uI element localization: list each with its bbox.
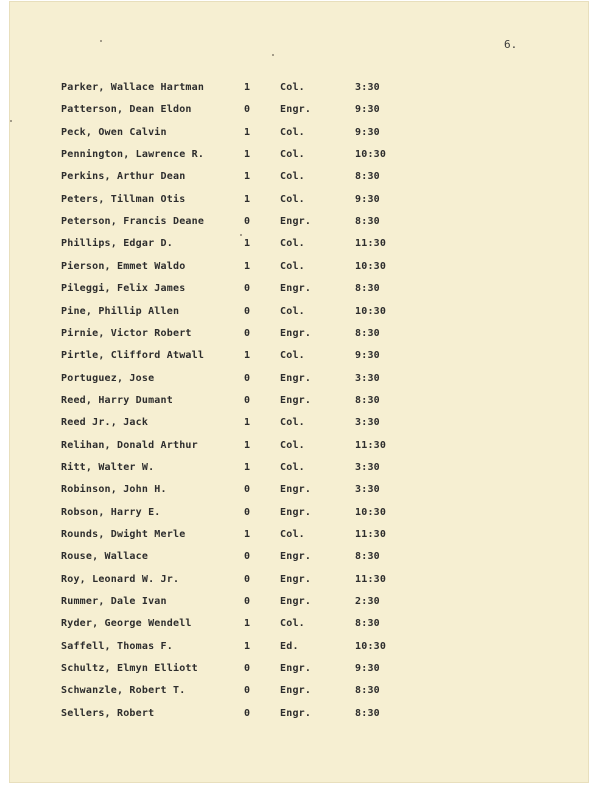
department: Col. <box>280 417 305 429</box>
time-slot: 10:30 <box>355 149 387 161</box>
time-slot: 8:30 <box>355 216 380 228</box>
paper-speck <box>272 54 274 56</box>
department: Engr. <box>280 484 312 496</box>
time-slot: 9:30 <box>355 126 380 138</box>
code-value: 0 <box>244 685 251 697</box>
roster-row <box>10 484 588 500</box>
student-name: Pirtle, Clifford Atwall <box>61 350 205 362</box>
time-slot: 10:30 <box>355 260 387 272</box>
roster-row <box>10 104 588 120</box>
code-value: 0 <box>244 372 251 384</box>
student-name: Reed, Harry Dumant <box>61 394 173 406</box>
student-name: Portuguez, Jose <box>61 372 155 384</box>
code-value: 0 <box>244 327 251 339</box>
code-value: 1 <box>244 171 251 183</box>
student-name: Patterson, Dean Eldon <box>61 104 192 116</box>
roster-row <box>10 216 588 232</box>
department: Engr. <box>280 596 312 608</box>
department: Col. <box>280 350 305 362</box>
time-slot: 3:30 <box>355 82 380 93</box>
roster-row <box>10 551 588 567</box>
department: Col. <box>280 171 305 183</box>
code-value: 0 <box>244 305 251 317</box>
department: Col. <box>280 82 305 93</box>
roster-row <box>10 618 588 634</box>
time-slot: 11:30 <box>355 439 387 451</box>
roster-row <box>10 596 588 612</box>
department: Engr. <box>280 104 312 116</box>
roster-row <box>10 417 588 433</box>
student-name: Ritt, Walter W. <box>61 461 155 473</box>
roster-row <box>10 306 588 322</box>
time-slot: 9:30 <box>355 193 380 205</box>
time-slot: 3:30 <box>355 417 380 429</box>
roster-row <box>10 574 588 590</box>
roster-row <box>10 685 588 701</box>
code-value: 0 <box>244 506 251 518</box>
department: Col. <box>280 149 305 161</box>
department: Col. <box>280 305 305 317</box>
department: Ed. <box>280 640 299 652</box>
roster-row <box>10 350 588 366</box>
code-value: 0 <box>244 283 251 295</box>
time-slot: 3:30 <box>355 484 380 496</box>
page-number: 6. <box>504 38 518 51</box>
department: Col. <box>280 238 305 250</box>
code-value: 0 <box>244 707 251 719</box>
paper-speck <box>100 40 102 42</box>
code-value: 1 <box>244 350 251 362</box>
student-name: Parker, Wallace Hartman <box>61 82 205 93</box>
student-name: Relihan, Donald Arthur <box>61 439 198 451</box>
code-value: 0 <box>244 596 251 608</box>
student-name: Pine, Phillip Allen <box>61 305 180 317</box>
student-name: Peterson, Francis Deane <box>61 216 205 228</box>
time-slot: 11:30 <box>355 573 387 585</box>
code-value: 1 <box>244 461 251 473</box>
student-name: Phillips, Edgar D. <box>61 238 173 250</box>
student-name: Schwanzle, Robert T. <box>61 685 186 697</box>
student-name: Peters, Tillman Otis <box>61 193 186 205</box>
code-value: 1 <box>244 260 251 272</box>
department: Engr. <box>280 551 312 563</box>
department: Col. <box>280 529 305 540</box>
time-slot: 10:30 <box>355 640 387 652</box>
roster-row <box>10 238 588 254</box>
roster-row <box>10 395 588 411</box>
department: Engr. <box>280 283 312 295</box>
roster-row <box>10 261 588 277</box>
department: Engr. <box>280 573 312 585</box>
roster-row <box>10 529 588 545</box>
roster-row <box>10 663 588 679</box>
student-name: Roy, Leonard W. Jr. <box>61 573 180 585</box>
code-value: 0 <box>244 484 251 496</box>
time-slot: 10:30 <box>355 506 387 518</box>
code-value: 1 <box>244 618 251 630</box>
student-name: Ryder, George Wendell <box>61 618 192 630</box>
student-name: Robson, Harry E. <box>61 506 161 518</box>
department: Col. <box>280 461 305 473</box>
roster-row <box>10 373 588 389</box>
roster-row <box>10 440 588 456</box>
student-name: Rummer, Dale Ivan <box>61 596 167 608</box>
code-value: 1 <box>244 149 251 161</box>
time-slot: 3:30 <box>355 372 380 384</box>
department: Engr. <box>280 216 312 228</box>
student-name: Reed Jr., Jack <box>61 417 149 429</box>
student-name: Rouse, Wallace <box>61 551 149 563</box>
paper-speck <box>10 120 12 122</box>
code-value: 1 <box>244 529 251 540</box>
department: Engr. <box>280 394 312 406</box>
time-slot: 8:30 <box>355 618 380 630</box>
student-name: Pennington, Lawrence R. <box>61 149 205 161</box>
code-value: 1 <box>244 417 251 429</box>
student-name: Saffell, Thomas F. <box>61 640 173 652</box>
time-slot: 11:30 <box>355 529 387 540</box>
code-value: 1 <box>244 640 251 652</box>
department: Col. <box>280 193 305 205</box>
code-value: 1 <box>244 193 251 205</box>
department: Engr. <box>280 663 312 675</box>
time-slot: 8:30 <box>355 685 380 697</box>
code-value: 0 <box>244 663 251 675</box>
code-value: 1 <box>244 126 251 138</box>
time-slot: 8:30 <box>355 283 380 295</box>
code-value: 0 <box>244 216 251 228</box>
roster-row <box>10 708 588 724</box>
department: Engr. <box>280 327 312 339</box>
roster-row <box>10 194 588 210</box>
time-slot: 8:30 <box>355 327 380 339</box>
time-slot: 2:30 <box>355 596 380 608</box>
department: Col. <box>280 126 305 138</box>
code-value: 1 <box>244 439 251 451</box>
roster-row <box>10 328 588 344</box>
student-name: Schultz, Elmyn Elliott <box>61 663 198 675</box>
student-name: Pileggi, Felix James <box>61 283 186 295</box>
department: Engr. <box>280 506 312 518</box>
time-slot: 9:30 <box>355 350 380 362</box>
roster-row <box>10 462 588 478</box>
time-slot: 10:30 <box>355 305 387 317</box>
code-value: 1 <box>244 238 251 250</box>
time-slot: 8:30 <box>355 551 380 563</box>
department: Engr. <box>280 685 312 697</box>
time-slot: 8:30 <box>355 171 380 183</box>
student-name: Pirnie, Victor Robert <box>61 327 192 339</box>
roster-row <box>10 171 588 187</box>
code-value: 0 <box>244 573 251 585</box>
time-slot: 11:30 <box>355 238 387 250</box>
department: Col. <box>280 618 305 630</box>
time-slot: 3:30 <box>355 461 380 473</box>
student-name: Peck, Owen Calvin <box>61 126 167 138</box>
time-slot: 9:30 <box>355 663 380 675</box>
roster-row <box>10 82 588 98</box>
roster-row <box>10 641 588 657</box>
time-slot: 9:30 <box>355 104 380 116</box>
roster-row <box>10 507 588 523</box>
code-value: 1 <box>244 82 251 93</box>
roster-row <box>10 127 588 143</box>
student-name: Rounds, Dwight Merle <box>61 529 186 540</box>
student-name: Robinson, John H. <box>61 484 167 496</box>
department: Col. <box>280 439 305 451</box>
department: Engr. <box>280 372 312 384</box>
time-slot: 8:30 <box>355 394 380 406</box>
student-name: Sellers, Robert <box>61 707 155 719</box>
code-value: 0 <box>244 551 251 563</box>
roster-row <box>10 283 588 299</box>
code-value: 0 <box>244 104 251 116</box>
code-value: 0 <box>244 394 251 406</box>
paper-speck <box>240 234 242 236</box>
roster-row <box>10 149 588 165</box>
document-page <box>10 2 588 782</box>
department: Engr. <box>280 707 312 719</box>
student-name: Pierson, Emmet Waldo <box>61 260 186 272</box>
time-slot: 8:30 <box>355 707 380 719</box>
department: Col. <box>280 260 305 272</box>
student-name: Perkins, Arthur Dean <box>61 171 186 183</box>
